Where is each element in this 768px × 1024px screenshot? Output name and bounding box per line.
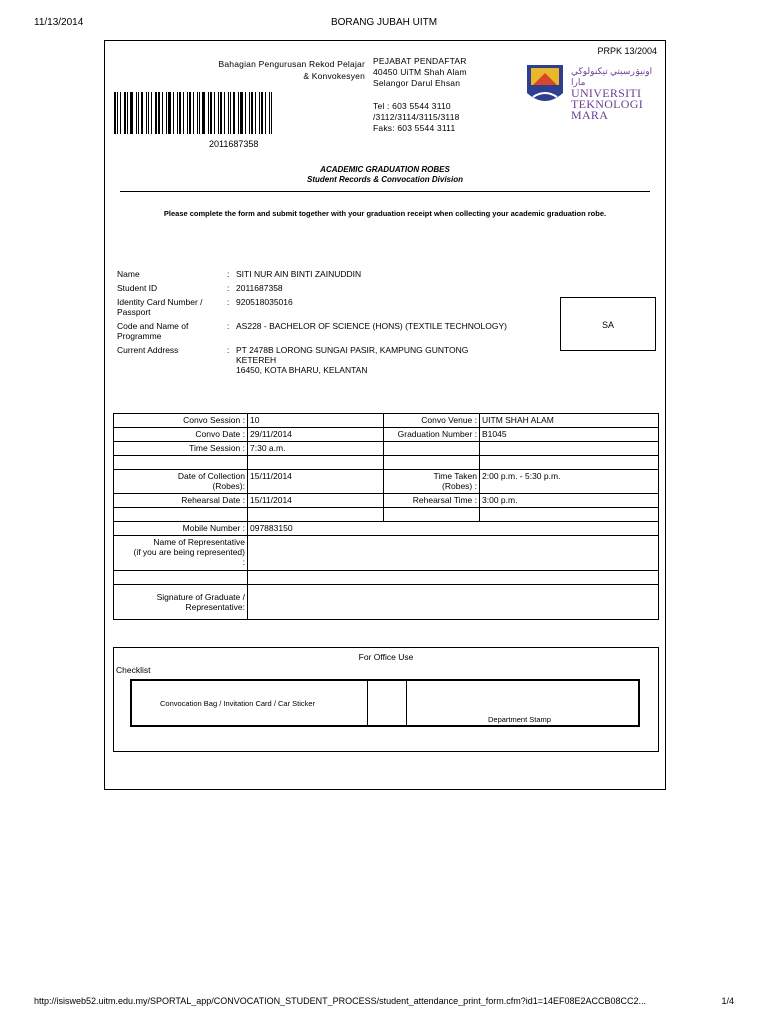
table-row bbox=[114, 508, 659, 522]
barcode-bar bbox=[271, 92, 272, 134]
barcode-bar bbox=[214, 92, 215, 134]
collection-date: 15/11/2014 bbox=[248, 470, 384, 494]
detail-row-id: Student ID : 2011687358 bbox=[117, 283, 557, 293]
barcode-bar bbox=[151, 92, 152, 134]
convo-venue: UITM SHAH ALAM bbox=[480, 414, 659, 428]
divider bbox=[120, 191, 650, 192]
detail-row-address: Current Address : PT 2478B LORONG SUNGAI PASIR, KAMPUNG GUNTONG KETEREH 16450, KOTA BHARU, KELANTAN bbox=[117, 345, 557, 375]
checklist-box bbox=[130, 679, 640, 727]
instruction-text: Please complete the form and submit together with your graduation receipt when collecting your academic graduation robe. bbox=[163, 209, 607, 218]
barcode-bar bbox=[166, 92, 167, 134]
barcode-bar bbox=[114, 92, 116, 134]
robe-size-box: SA bbox=[560, 297, 656, 351]
graduation-number: B1045 bbox=[480, 428, 659, 442]
barcode-bar bbox=[130, 92, 133, 134]
barcode-bar bbox=[240, 92, 243, 134]
barcode-bar bbox=[230, 92, 231, 134]
time-taken: 2:00 p.m. - 5:30 p.m. bbox=[480, 470, 659, 494]
barcode-bar bbox=[199, 92, 200, 134]
mobile-number: 097883150 bbox=[248, 522, 659, 536]
barcode-bar bbox=[141, 92, 143, 134]
table-row: Date of Collection (Robes): 15/11/2014 Time Taken (Robes) : 2:00 p.m. - 5:30 p.m. bbox=[114, 470, 659, 494]
barcode-bar bbox=[155, 92, 157, 134]
convo-date: 29/11/2014 bbox=[248, 428, 384, 442]
form-code: PRPK 13/2004 bbox=[597, 46, 657, 56]
table-row: Time Session : 7:30 a.m. bbox=[114, 442, 659, 456]
barcode-bar bbox=[210, 92, 212, 134]
barcode-bar bbox=[261, 92, 263, 134]
table-row bbox=[114, 571, 659, 585]
barcode-bar bbox=[179, 92, 181, 134]
ic-number: 920518035016 bbox=[236, 297, 293, 307]
barcode-bar bbox=[120, 92, 121, 134]
print-title: BORANG JUBAH UITM bbox=[330, 17, 438, 28]
barcode-bar bbox=[177, 92, 178, 134]
office-use-section bbox=[113, 647, 659, 752]
page-number: 1/4 bbox=[721, 996, 734, 1006]
form-heading: ACADEMIC GRADUATION ROBES Student Records & Convocation Division bbox=[306, 165, 463, 184]
barcode bbox=[114, 92, 274, 134]
robe-form bbox=[104, 40, 666, 790]
detail-row-name: Name : SITI NUR AIN BINTI ZAINUDDIN bbox=[117, 269, 557, 279]
barcode-bar bbox=[228, 92, 229, 134]
department-stamp-area: Department Stamp bbox=[488, 715, 551, 724]
barcode-number: 2011687358 bbox=[209, 139, 259, 149]
table-row: Mobile Number : 097883150 bbox=[114, 522, 659, 536]
barcode-bar bbox=[117, 92, 118, 134]
barcode-bar bbox=[187, 92, 188, 134]
barcode-bar bbox=[269, 92, 270, 134]
table-row: Convo Date : 29/11/2014 Graduation Number : B1045 bbox=[114, 428, 659, 442]
barcode-bar bbox=[193, 92, 194, 134]
department-name: Bahagian Pengurusan Rekod Pelajar & Konvokesyen bbox=[218, 59, 365, 81]
current-address: PT 2478B LORONG SUNGAI PASIR, KAMPUNG GUNTONG KETEREH 16450, KOTA BHARU, KELANTAN bbox=[236, 345, 469, 375]
barcode-bar bbox=[173, 92, 174, 134]
barcode-bar bbox=[218, 92, 219, 134]
barcode-bar bbox=[208, 92, 209, 134]
barcode-bar bbox=[127, 92, 128, 134]
barcode-bar bbox=[249, 92, 250, 134]
barcode-bar bbox=[238, 92, 239, 134]
rehearsal-time: 3:00 p.m. bbox=[480, 494, 659, 508]
table-row bbox=[114, 456, 659, 470]
rehearsal-date: 15/11/2014 bbox=[248, 494, 384, 508]
barcode-bar bbox=[148, 92, 149, 134]
print-date: 11/13/2014 bbox=[34, 17, 84, 28]
barcode-bar bbox=[146, 92, 147, 134]
print-header bbox=[34, 17, 734, 31]
checklist-tick-box bbox=[367, 681, 407, 725]
student-details bbox=[117, 269, 557, 379]
table-row: Rehearsal Date : 15/11/2014 Rehearsal Time : 3:00 p.m. bbox=[114, 494, 659, 508]
checklist-item: Convocation Bag / Invitation Card / Car Sticker bbox=[160, 699, 316, 708]
university-wordmark: اونيۏرسيتي تيكنولوڬي مارا UNIVERSITI TEKNOLOGI MARA bbox=[571, 66, 653, 122]
table-row: Signature of Graduate / Representative: bbox=[114, 585, 659, 620]
barcode-bar bbox=[168, 92, 171, 134]
registrar-address: PEJABAT PENDAFTAR 40450 UiTM Shah Alam Selangor Darul Ehsan Tel : 603 5544 3110 /3112/3114/3115/3118 Faks: 603 5544 3111 bbox=[373, 56, 467, 133]
convo-session: 10 bbox=[248, 414, 384, 428]
programme: AS228 - BACHELOR OF SCIENCE (HONS) (TEXTILE TECHNOLOGY) bbox=[236, 321, 507, 331]
student-id: 2011687358 bbox=[236, 283, 283, 293]
barcode-bar bbox=[162, 92, 163, 134]
table-row: Convo Session : 10 Convo Venue : UITM SHAH ALAM bbox=[114, 414, 659, 428]
representative-name bbox=[248, 536, 659, 571]
signature-field bbox=[248, 585, 659, 620]
barcode-bar bbox=[197, 92, 198, 134]
barcode-bar bbox=[233, 92, 235, 134]
table-row: Name of Representative (if you are being represented) : bbox=[114, 536, 659, 571]
detail-row-programme: Code and Name of Programme : AS228 - BACHELOR OF SCIENCE (HONS) (TEXTILE TECHNOLOGY) bbox=[117, 321, 557, 341]
barcode-bar bbox=[189, 92, 191, 134]
barcode-bar bbox=[265, 92, 266, 134]
barcode-bar bbox=[124, 92, 126, 134]
barcode-bar bbox=[138, 92, 139, 134]
barcode-bar bbox=[202, 92, 205, 134]
barcode-bar bbox=[224, 92, 225, 134]
barcode-bar bbox=[183, 92, 184, 134]
convocation-table bbox=[113, 413, 659, 620]
office-use-title: For Office Use bbox=[358, 652, 414, 662]
barcode-bar bbox=[255, 92, 256, 134]
student-name: SITI NUR AIN BINTI ZAINUDDIN bbox=[236, 269, 362, 279]
page-url: http://isisweb52.uitm.edu.my/SPORTAL_app/CONVOCATION_STUDENT_PROCESS/student_attendance_print_form.cfm?id1=14EF08E2ACCB08CC2... bbox=[34, 996, 647, 1006]
barcode-bar bbox=[251, 92, 253, 134]
checklist-label: Checklist bbox=[116, 665, 151, 675]
time-session: 7:30 a.m. bbox=[248, 442, 384, 456]
barcode-bar bbox=[259, 92, 260, 134]
print-footer bbox=[34, 996, 734, 1010]
barcode-bar bbox=[136, 92, 137, 134]
detail-row-ic: Identity Card Number / Passport : 920518035016 bbox=[117, 297, 557, 317]
barcode-bar bbox=[220, 92, 222, 134]
barcode-bar bbox=[158, 92, 160, 134]
barcode-bar bbox=[245, 92, 246, 134]
